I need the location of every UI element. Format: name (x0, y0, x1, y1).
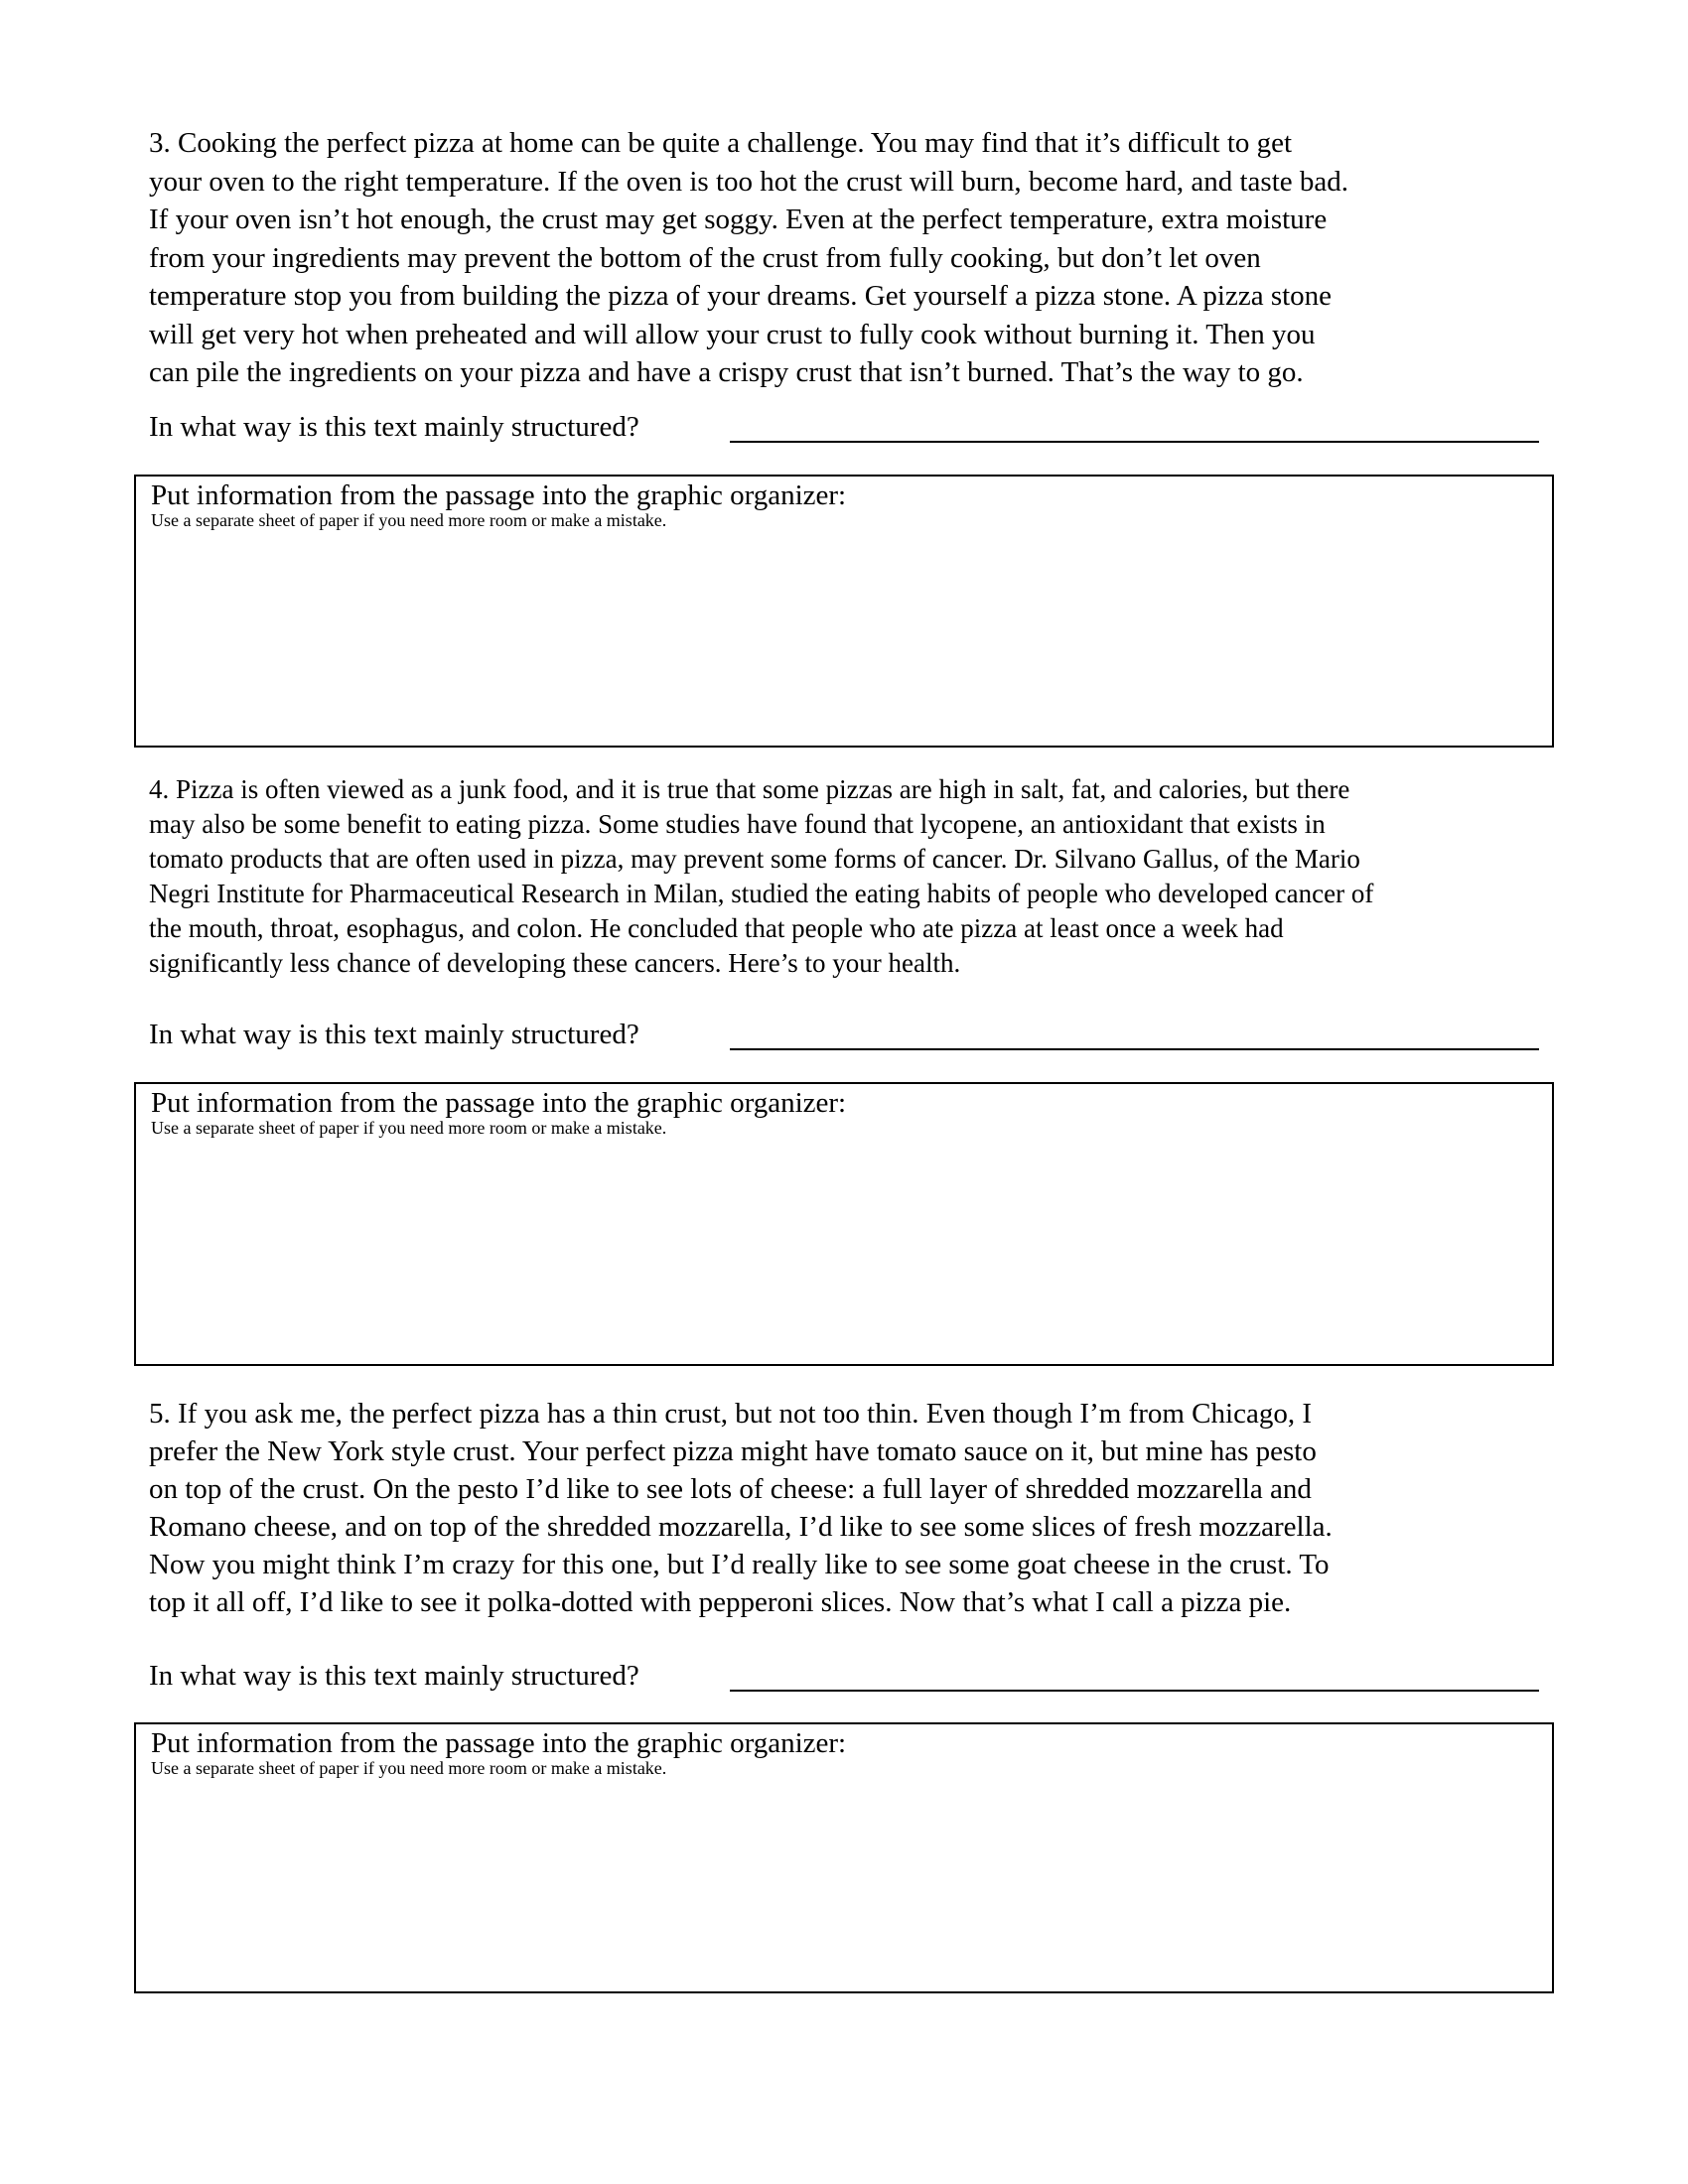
passage-3: 3. Cooking the perfect pizza at home can be quite a challenge. You may find that it’s difficult to get your oven to the right temperature. If the oven is too hot the crust will burn, become hard, and taste bad. If your oven isn’t hot enough, the crust may get soggy. Even at the perfect temperature, extra moisture from your ingredients may prevent the bottom of the crust from fully cooking, but don’t let oven temperature stop you from building the pizza of your dreams. Get yourself a pizza stone. A pizza stone will get very hot when preheated and will allow your crust to fully cook without burning it. Then you can pile the ingredients on your pizza and have a crispy crust that isn’t burned. That’s the way to go. (149, 127, 1348, 388)
organizer-title-3: Put information from the passage into the graphic organizer: (151, 479, 847, 511)
organizer-title-5: Put information from the passage into the graphic organizer: (151, 1727, 847, 1759)
graphic-organizer-3[interactable] (134, 475, 1554, 748)
organizer-note-4: Use a separate sheet of paper if you need more room or make a mistake. (151, 1118, 667, 1138)
question-5: In what way is this text mainly structured? (149, 1660, 639, 1692)
passage-5: 5. If you ask me, the perfect pizza has a thin crust, but not too thin. Even though I’m from Chicago, I prefer the New York style crust. Your perfect pizza might have tomato sauce on it, but mine has pesto on top of the crust. On the pesto I’d like to see lots of cheese: a full layer of shredded mozzarella and Romano cheese, and on top of the shredded mozzarella, I’d like to see some slices of fresh mozzarella. Now you might think I’m crazy for this one, but I’d really like to see some goat cheese in the crust. To top it all off, I’d like to see it polka-dotted with pepperoni slices. Now that’s what I call a pizza pie. (149, 1398, 1333, 1618)
question-3: In what way is this text mainly structured? (149, 411, 639, 443)
answer-line-3[interactable] (730, 441, 1539, 443)
question-4: In what way is this text mainly structured? (149, 1019, 639, 1050)
graphic-organizer-4[interactable] (134, 1082, 1554, 1366)
answer-line-4[interactable] (730, 1048, 1539, 1050)
passage-4: 4. Pizza is often viewed as a junk food, and it is true that some pizzas are high in salt, fat, and calories, but there may also be some benefit to eating pizza. Some studies have found that lycopene, an antioxidant that exists in tomato products that are often used in pizza, may prevent some forms of cancer. Dr. Silvano Gallus, of the Mario Negri Institute for Pharmaceutical Research in Milan, studied the eating habits of people who developed cancer of the mouth, throat, esophagus, and colon. He concluded that people who ate pizza at least once a week had significantly less chance of developing these cancers. Here’s to your health. (149, 774, 1374, 978)
graphic-organizer-5[interactable] (134, 1722, 1554, 1993)
organizer-title-4: Put information from the passage into the graphic organizer: (151, 1087, 847, 1119)
organizer-note-5: Use a separate sheet of paper if you need more room or make a mistake. (151, 1758, 667, 1778)
answer-line-5[interactable] (730, 1690, 1539, 1692)
organizer-note-3: Use a separate sheet of paper if you need more room or make a mistake. (151, 510, 667, 530)
